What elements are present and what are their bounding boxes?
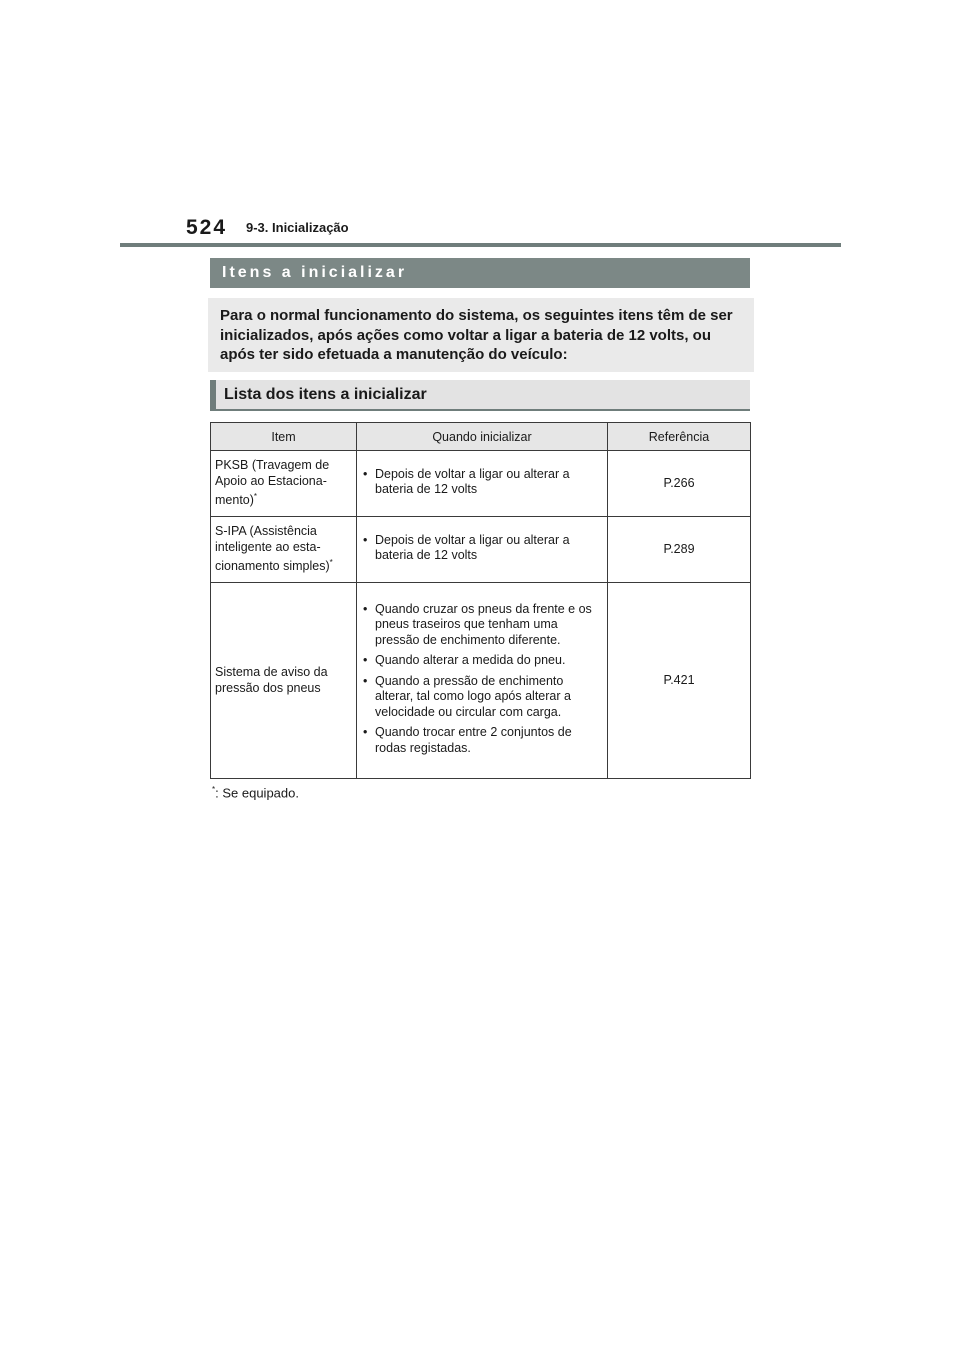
when-list bbox=[361, 467, 603, 498]
reference-link[interactable]: P.266 bbox=[608, 451, 751, 517]
item-text: Sistema de aviso da pressão dos pneus bbox=[215, 665, 328, 695]
reference-link[interactable]: P.421 bbox=[608, 583, 751, 779]
footnote-text: : Se equipado. bbox=[215, 785, 299, 801]
when-cell bbox=[357, 583, 608, 779]
footnote bbox=[212, 785, 299, 800]
item-text: PKSB (Travagem de Apoio ao Estaciona-mento) bbox=[215, 458, 330, 508]
page-number: 524 bbox=[186, 216, 228, 239]
header-rule bbox=[120, 243, 841, 247]
list-item: • Quando a pressão de enchimento alterar, tal como logo após alterar a velocidade ou circular com carga. bbox=[361, 674, 603, 721]
list-item: • Depois de voltar a ligar ou alterar a bateria de 12 volts bbox=[361, 533, 603, 564]
footnote-mark: * bbox=[329, 558, 333, 568]
table-row bbox=[211, 517, 751, 583]
title-bar bbox=[210, 258, 750, 288]
page-title: Itens a inicializar bbox=[222, 264, 408, 281]
intro-box: Para o normal funcionamento do sistema, os seguintes itens têm de ser inicializados, após ações como voltar a ligar a bateria de 12 volts, ou após ter sido efetuada a manutenção do veículo: bbox=[208, 298, 754, 372]
item-cell bbox=[211, 451, 357, 517]
list-item: • Quando cruzar os pneus da frente e os pneus traseiros que tenham uma pressão de enchimento diferente. bbox=[361, 602, 603, 649]
item-cell bbox=[211, 517, 357, 583]
section-label: 9-3. Inicialização bbox=[246, 220, 349, 235]
header-item: Item bbox=[211, 423, 357, 451]
footnote-mark: * bbox=[212, 785, 216, 794]
when-list bbox=[361, 533, 603, 564]
init-table bbox=[210, 422, 751, 779]
header-reference: Referência bbox=[608, 423, 751, 451]
when-cell bbox=[357, 517, 608, 583]
when-cell bbox=[357, 451, 608, 517]
table-row bbox=[211, 451, 751, 517]
footnote-mark: * bbox=[253, 492, 258, 502]
list-item: • Quando alterar a medida do pneu. bbox=[361, 653, 603, 669]
item-text: S-IPA (Assistência inteligente ao esta-cionamento simples) bbox=[215, 524, 330, 574]
subheading: Lista dos itens a inicializar bbox=[210, 380, 750, 411]
reference-link[interactable]: P.289 bbox=[608, 517, 751, 583]
when-list bbox=[361, 602, 603, 757]
list-item: • Quando trocar entre 2 conjuntos de rodas registadas. bbox=[361, 725, 603, 756]
list-item: • Depois de voltar a ligar ou alterar a bateria de 12 volts bbox=[361, 467, 603, 498]
header-when: Quando inicializar bbox=[357, 423, 608, 451]
table-row bbox=[211, 583, 751, 779]
table-header-row bbox=[211, 423, 751, 451]
item-cell bbox=[211, 583, 357, 779]
